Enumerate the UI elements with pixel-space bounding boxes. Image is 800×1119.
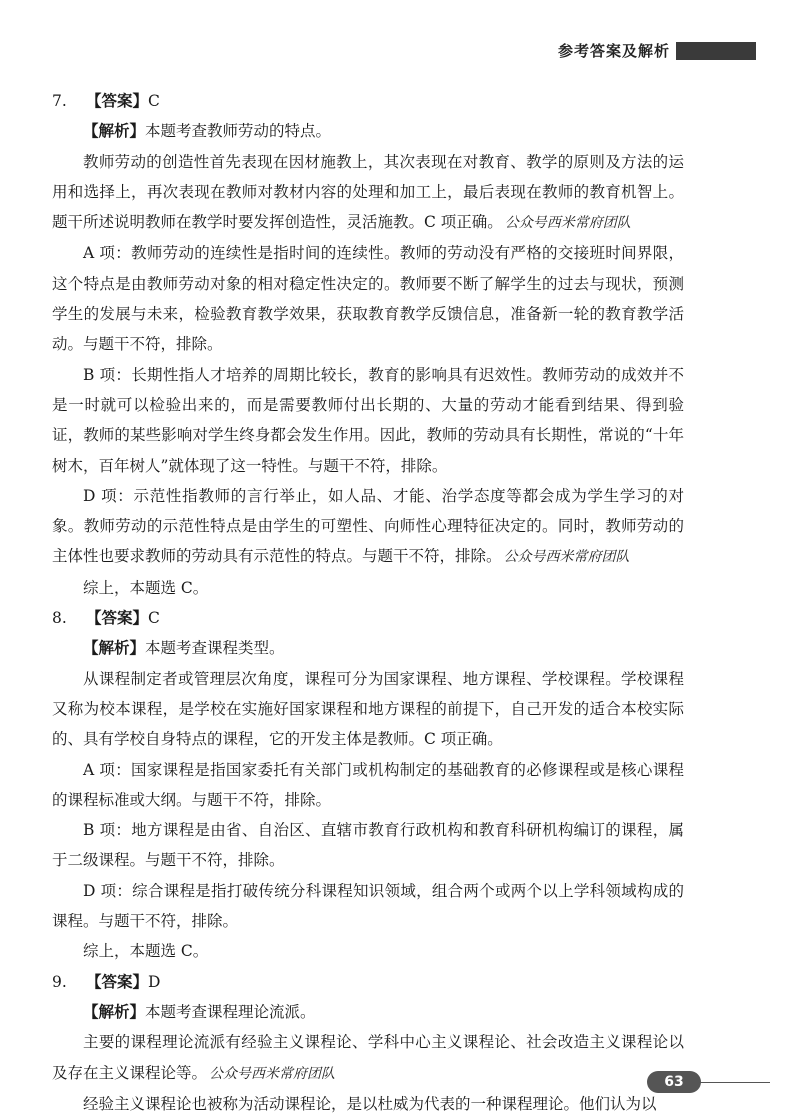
watermark-text: 公众号西米常府团队 [504, 215, 631, 232]
question-8-option-a: A 项：国家课程是指国家委托有关部门或机构制定的基础教育的必修课程或是核心课程的课程标准或大纲。与题干不符，排除。 [52, 760, 684, 809]
question-7-paragraph-1 [52, 147, 684, 239]
paragraph-text: 教师劳动的创造性首先表现在因材施教上，其次表现在对教育、教学的原则及方法的运用和选择上，再次表现在教师对教材内容的处理和加工上，最后表现在教师的教育机智上。题干所述说明教师在教学时要发挥创造性，灵活施教。C 项正确。 [52, 152, 684, 232]
header-bar [676, 42, 756, 60]
answer-value: C [148, 92, 160, 110]
watermark-text: 公众号西米常府团队 [209, 1065, 336, 1082]
header-title: 参考答案及解析 [557, 42, 670, 60]
paragraph-text: D 项：示范性指教师的言行举止，如人品、才能、治学态度等都会成为学生学习的对象。教师劳动的示范性特点是由学生的可塑性、向师性心理特征决定的。同时，教师劳动的主体性也要求教师的劳动具有示范性的特点。与题干不符，排除。 [52, 486, 684, 566]
analysis-tag: 【解析】 [83, 1001, 146, 1021]
analysis-text: 本题考查课程类型。 [145, 639, 285, 658]
question-8-answer [52, 603, 684, 633]
question-8-paragraph-1: 从课程制定者或管理层次角度，课程可分为国家课程、地方课程、学校课程。学校课程又称为校本课程，是学校在实施好国家课程和地方课程的前提下，自己开发的适合本校实际的、具有学校自身特点的课程，它的开发主体是教师。C 项正确。 [52, 669, 684, 749]
page-number: 63 [647, 1071, 701, 1093]
page-header [0, 38, 800, 64]
answer-tag: 【答案】 [86, 971, 149, 991]
footer-rule [700, 1082, 770, 1083]
answer-value: C [148, 609, 160, 628]
answer-tag: 【答案】 [86, 91, 149, 110]
watermark-text: 公众号西米常府团队 [503, 549, 630, 566]
question-number: 8. [52, 609, 67, 628]
answer-value: D [148, 972, 161, 991]
question-8-summary: 综上，本题选 C。 [83, 942, 209, 961]
question-7-option-b: B 项：长期性指人才培养的周期比较长，教育的影响具有迟效性。教师劳动的成效并不是一时就可以检验出来的，而是需要教师付出长期的、大量的劳动才能看到结果、得到验证，教师的某些影响对学生终身都会发生作用。因此，教师的劳动具有长期性，常说的“十年树木，百年树人”就体现了这一特性。与题干不符，排除。 [52, 365, 684, 475]
paragraph-text: 主要的课程理论流派有经验主义课程论、学科中心主义课程论、社会改造主义课程论以及存在主义课程论等。 [52, 1033, 684, 1082]
question-9-analysis [52, 997, 684, 1027]
question-8-analysis [52, 633, 684, 663]
question-number: 7. [52, 92, 67, 110]
analysis-text: 本题考查教师劳动的特点。 [145, 122, 332, 141]
analysis-text: 本题考查课程理论流派。 [145, 1002, 316, 1021]
question-9-paragraph-2: 经验主义课程论也被称为活动课程论，是以杜威为代表的一种课程理论。他们认为以 [83, 1094, 657, 1113]
question-7-summary: 综上，本题选 C。 [83, 578, 209, 597]
question-7-answer [52, 86, 684, 116]
answer-tag: 【答案】 [86, 608, 149, 628]
question-number: 9. [52, 972, 67, 991]
question-8-option-d: D 项：综合课程是指打破传统分科课程知识领域，组合两个或两个以上学科领域构成的课程。与题干不符，排除。 [52, 881, 684, 931]
page-footer [0, 1071, 800, 1101]
question-7-option-a: A 项：教师劳动的连续性是指时间的连续性。教师的劳动没有严格的交接班时间界限，这个特点是由教师劳动对象的相对稳定性决定的。教师要不断了解学生的过去与现状，预测学生的发展与未来，检验教育教学效果，获取教育教学反馈信息，准备新一轮的教育教学活动。与题干不符，排除。 [52, 244, 684, 354]
analysis-tag: 【解析】 [83, 638, 146, 658]
question-7-option-d [52, 481, 684, 573]
question-9-answer [52, 967, 684, 997]
analysis-tag: 【解析】 [83, 121, 146, 141]
question-7-analysis [52, 116, 684, 146]
question-8-option-b: B 项：地方课程是由省、自治区、直辖市教育行政机构和教育科研机构编订的课程，属于二级课程。与题干不符，排除。 [52, 821, 684, 870]
page-content [52, 86, 684, 1119]
